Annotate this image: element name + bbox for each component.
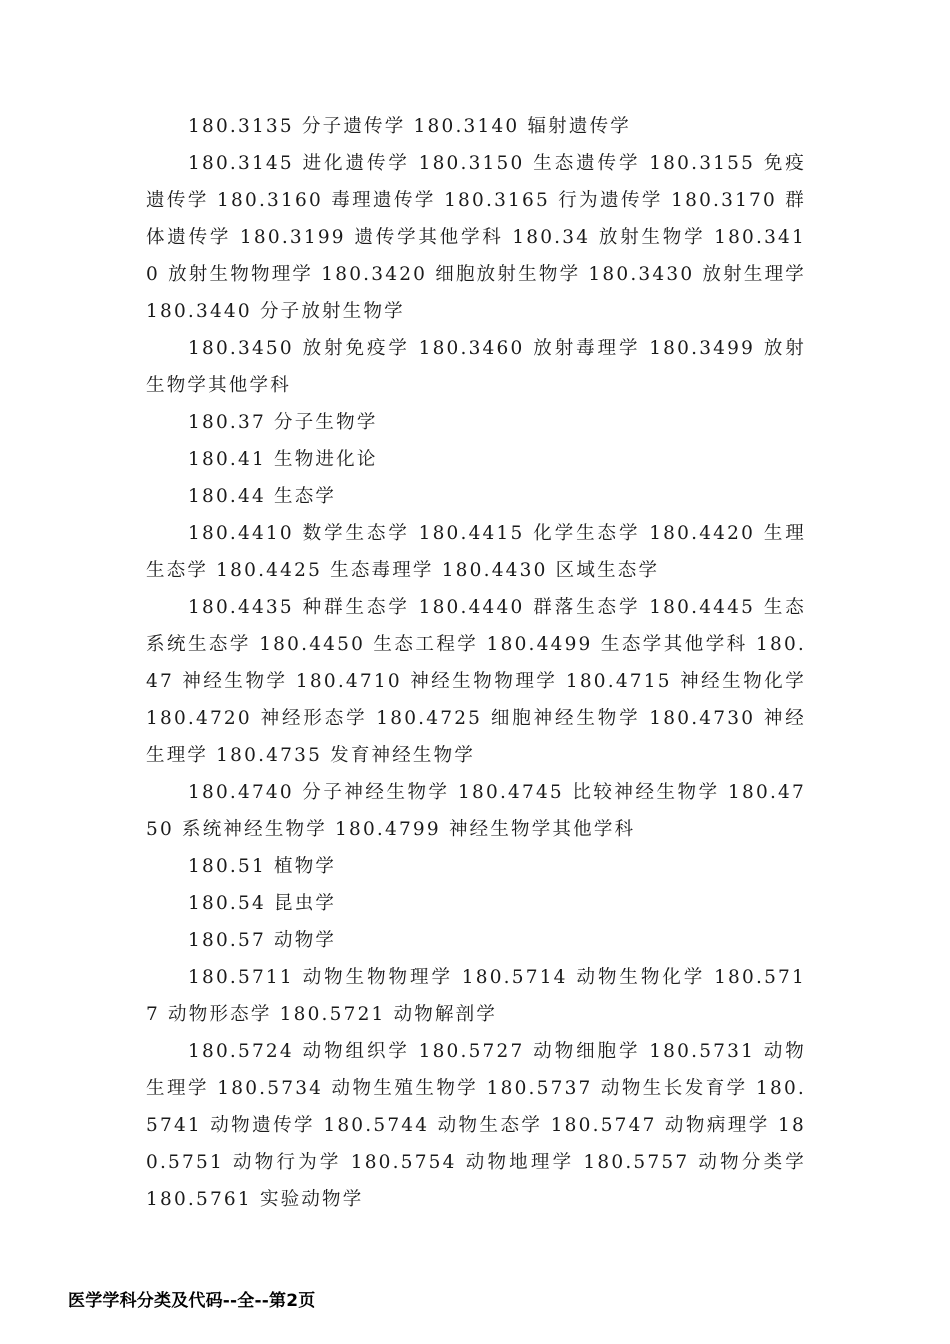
paragraph: 180.41 生物进化论: [188, 449, 378, 470]
paragraph: 180.37 分子生物学: [188, 412, 378, 433]
paragraph: 180.51 植物学: [188, 856, 337, 877]
paragraph: 180.54 昆虫学: [188, 893, 337, 914]
paragraph: 180.4410 数学生态学 180.4415 化学生态学 180.4420 生理生态学 180.4425 生态毒理学 180.4430 区域生态学: [146, 523, 806, 581]
paragraph: 180.4740 分子神经生物学 180.4745 比较神经生物学 180.4750 系统神经生物学 180.4799 神经生物学其他学科: [146, 782, 806, 840]
paragraph: 180.3135 分子遗传学 180.3140 辐射遗传学: [188, 116, 631, 137]
paragraph: 180.44 生态学: [188, 486, 337, 507]
page-footer: 医学学科分类及代码--全--第2页: [68, 1291, 316, 1311]
paragraph: 180.57 动物学: [188, 930, 337, 951]
paragraph: 180.3145 进化遗传学 180.3150 生态遗传学 180.3155 免疫遗传学 180.3160 毒理遗传学 180.3165 行为遗传学 180.3170 群体遗传学 180.3199 遗传学其他学科 180.34 放射生物学 180.3410 放射生物物理学 180.3420 细胞放射生物学 180.3430 放射生理学 180.3440 分子放射生物学: [146, 153, 806, 322]
paragraph: 180.4435 种群生态学 180.4440 群落生态学 180.4445 生态系统生态学 180.4450 生态工程学 180.4499 生态学其他学科 180.47 神经生物学 180.4710 神经生物物理学 180.4715 神经生物化学 180.4720 神经形态学 180.4725 细胞神经生物学 180.4730 神经生理学 180.4735 发育神经生物学: [146, 597, 806, 766]
paragraph: 180.3450 放射免疫学 180.3460 放射毒理学 180.3499 放射生物学其他学科: [146, 338, 806, 396]
document-body: [146, 108, 806, 1218]
paragraph: 180.5711 动物生物物理学 180.5714 动物生物化学 180.5717 动物形态学 180.5721 动物解剖学: [146, 967, 806, 1025]
paragraph: 180.5724 动物组织学 180.5727 动物细胞学 180.5731 动物生理学 180.5734 动物生殖生物学 180.5737 动物生长发育学 180.5741 动物遗传学 180.5744 动物生态学 180.5747 动物病理学 180.5751 动物行为学 180.5754 动物地理学 180.5757 动物分类学 180.5761 实验动物学: [146, 1041, 806, 1210]
